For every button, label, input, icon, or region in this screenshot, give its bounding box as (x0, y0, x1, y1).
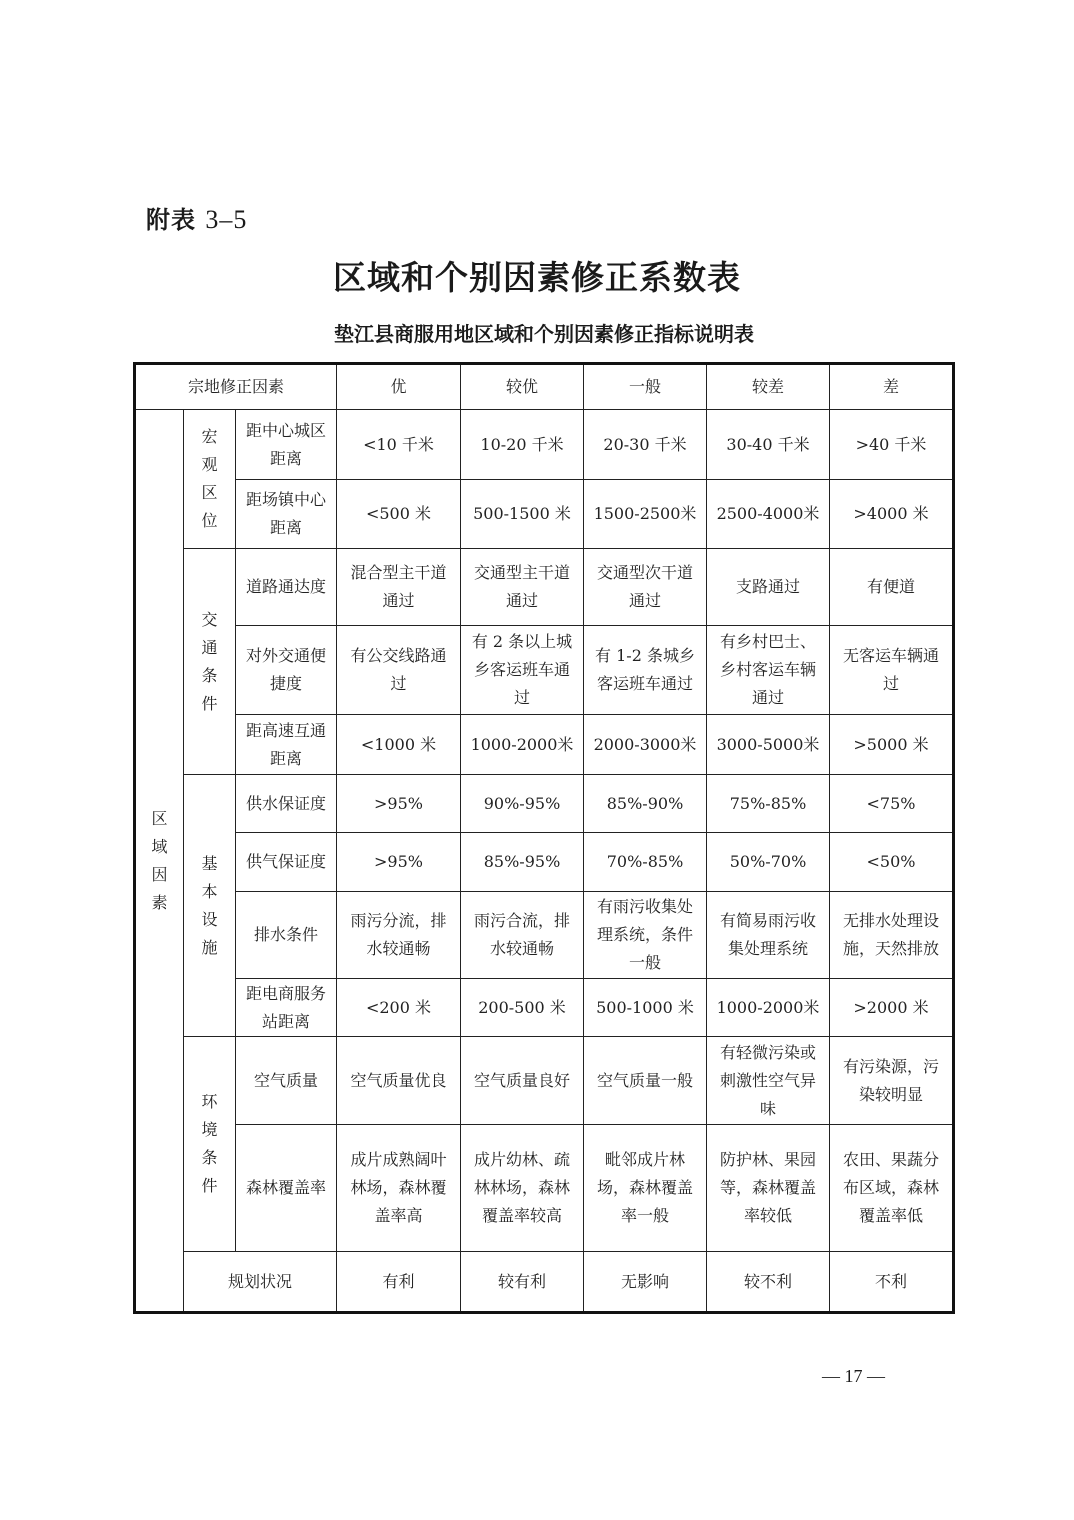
header-factor: 宗地修正因素 (135, 364, 337, 410)
group-label (184, 1037, 236, 1252)
group-label (184, 775, 236, 1037)
factor-value: <75% (830, 775, 954, 833)
table-row (135, 549, 954, 626)
group-label-text: 宏观区位 (201, 427, 218, 530)
factor-value: 有乡村巴士、乡村客运车辆通过 (707, 626, 830, 715)
appendix-number: 3–5 (205, 205, 248, 234)
factor-name: 距电商服务站距离 (236, 979, 337, 1037)
factor-name: 排水条件 (236, 892, 337, 979)
planning-value: 较有利 (461, 1252, 584, 1313)
header-level: 较优 (461, 364, 584, 410)
factor-name: 供气保证度 (236, 833, 337, 892)
region-label-text: 区域因素 (151, 808, 168, 912)
factor-value: 2000-3000米 (584, 715, 707, 775)
table-row (135, 833, 954, 892)
group-label-text: 环境条件 (201, 1092, 218, 1195)
factor-value: <50% (830, 833, 954, 892)
factor-value: 有雨污收集处理系统，条件一般 (584, 892, 707, 979)
group-label-text: 交通条件 (201, 609, 218, 713)
factor-value: 1500-2500米 (584, 480, 707, 549)
factor-value: 无客运车辆通过 (830, 626, 954, 715)
factor-value: 20-30 千米 (584, 410, 707, 480)
factor-value: 有公交线路通过 (337, 626, 461, 715)
factor-name: 供水保证度 (236, 775, 337, 833)
header-level: 一般 (584, 364, 707, 410)
factor-name: 对外交通便捷度 (236, 626, 337, 715)
table-row (135, 715, 954, 775)
factor-value: 交通型主干道通过 (461, 549, 584, 626)
factor-value: 200-500 米 (461, 979, 584, 1037)
factor-name: 森林覆盖率 (236, 1125, 337, 1252)
factor-value: 雨污分流，排水较通畅 (337, 892, 461, 979)
factor-value: >5000 米 (830, 715, 954, 775)
table-row (135, 480, 954, 549)
correction-table (133, 362, 955, 1314)
appendix-label-text: 附表 (146, 205, 196, 234)
factor-value: 空气质量一般 (584, 1037, 707, 1125)
factor-name: 空气质量 (236, 1037, 337, 1125)
factor-name: 距高速互通距离 (236, 715, 337, 775)
table-header-row (135, 364, 954, 410)
factor-value: 10-20 千米 (461, 410, 584, 480)
factor-value: >40 千米 (830, 410, 954, 480)
group-label (184, 410, 236, 549)
factor-value: >95% (337, 833, 461, 892)
factor-value: 1000-2000米 (461, 715, 584, 775)
planning-value: 不利 (830, 1252, 954, 1313)
region-label (135, 410, 184, 1313)
factor-value: 防护林、果园等，森林覆盖率较低 (707, 1125, 830, 1252)
factor-value: >2000 米 (830, 979, 954, 1037)
factor-value: <500 米 (337, 480, 461, 549)
planning-value: 有利 (337, 1252, 461, 1313)
factor-value: 有轻微污染或刺激性空气异味 (707, 1037, 830, 1125)
factor-value: 成片成熟阔叶林场，森林覆盖率高 (337, 1125, 461, 1252)
factor-value: 有污染源，污染较明显 (830, 1037, 954, 1125)
table-row (135, 892, 954, 979)
factor-value: 500-1500 米 (461, 480, 584, 549)
table-row (135, 410, 954, 480)
header-level: 差 (830, 364, 954, 410)
factor-value: 75%-85% (707, 775, 830, 833)
factor-name: 道路通达度 (236, 549, 337, 626)
planning-factor: 规划状况 (184, 1252, 337, 1313)
factor-value: 2500-4000米 (707, 480, 830, 549)
factor-value: 雨污合流，排水较通畅 (461, 892, 584, 979)
factor-value: 50%-70% (707, 833, 830, 892)
table-subtitle: 垫江县商服用地区域和个别因素修正指标说明表 (334, 322, 754, 346)
factor-value: 支路通过 (707, 549, 830, 626)
factor-value: 毗邻成片林场，森林覆盖率一般 (584, 1125, 707, 1252)
table-row (135, 775, 954, 833)
appendix-label (146, 200, 247, 235)
factor-value: >95% (337, 775, 461, 833)
factor-value: 1000-2000米 (707, 979, 830, 1037)
planning-row (135, 1252, 954, 1313)
page-number: — 17 — (822, 1366, 885, 1386)
factor-value: 成片幼林、疏林林场，森林覆盖率较高 (461, 1125, 584, 1252)
factor-value: <200 米 (337, 979, 461, 1037)
factor-value: 3000-5000米 (707, 715, 830, 775)
factor-value: 有 1-2 条城乡客运班车通过 (584, 626, 707, 715)
header-level: 优 (337, 364, 461, 410)
factor-value: 农田、果蔬分布区域，森林覆盖率低 (830, 1125, 954, 1252)
factor-value: 500-1000 米 (584, 979, 707, 1037)
header-level: 较差 (707, 364, 830, 410)
group-label (184, 549, 236, 775)
factor-value: <1000 米 (337, 715, 461, 775)
factor-value: 30-40 千米 (707, 410, 830, 480)
group-label-text: 基本设施 (201, 853, 218, 957)
planning-value: 无影响 (584, 1252, 707, 1313)
factor-value: 85%-95% (461, 833, 584, 892)
table-row (135, 1037, 954, 1125)
factor-value: 混合型主干道通过 (337, 549, 461, 626)
table-row (135, 979, 954, 1037)
factor-value: 交通型次干道通过 (584, 549, 707, 626)
factor-value: 空气质量优良 (337, 1037, 461, 1125)
factor-value: <10 千米 (337, 410, 461, 480)
factor-name: 距中心城区距离 (236, 410, 337, 480)
factor-value: 90%-95% (461, 775, 584, 833)
factor-value: 有便道 (830, 549, 954, 626)
factor-value: 空气质量良好 (461, 1037, 584, 1125)
factor-name: 距场镇中心距离 (236, 480, 337, 549)
factor-value: 有简易雨污收集处理系统 (707, 892, 830, 979)
factor-value: 70%-85% (584, 833, 707, 892)
page-title: 区域和个别因素修正系数表 (333, 258, 741, 297)
factor-value: >4000 米 (830, 480, 954, 549)
table-row (135, 626, 954, 715)
planning-value: 较不利 (707, 1252, 830, 1313)
table-row (135, 1125, 954, 1252)
factor-value: 无排水处理设施，天然排放 (830, 892, 954, 979)
factor-value: 85%-90% (584, 775, 707, 833)
factor-value: 有 2 条以上城乡客运班车通过 (461, 626, 584, 715)
